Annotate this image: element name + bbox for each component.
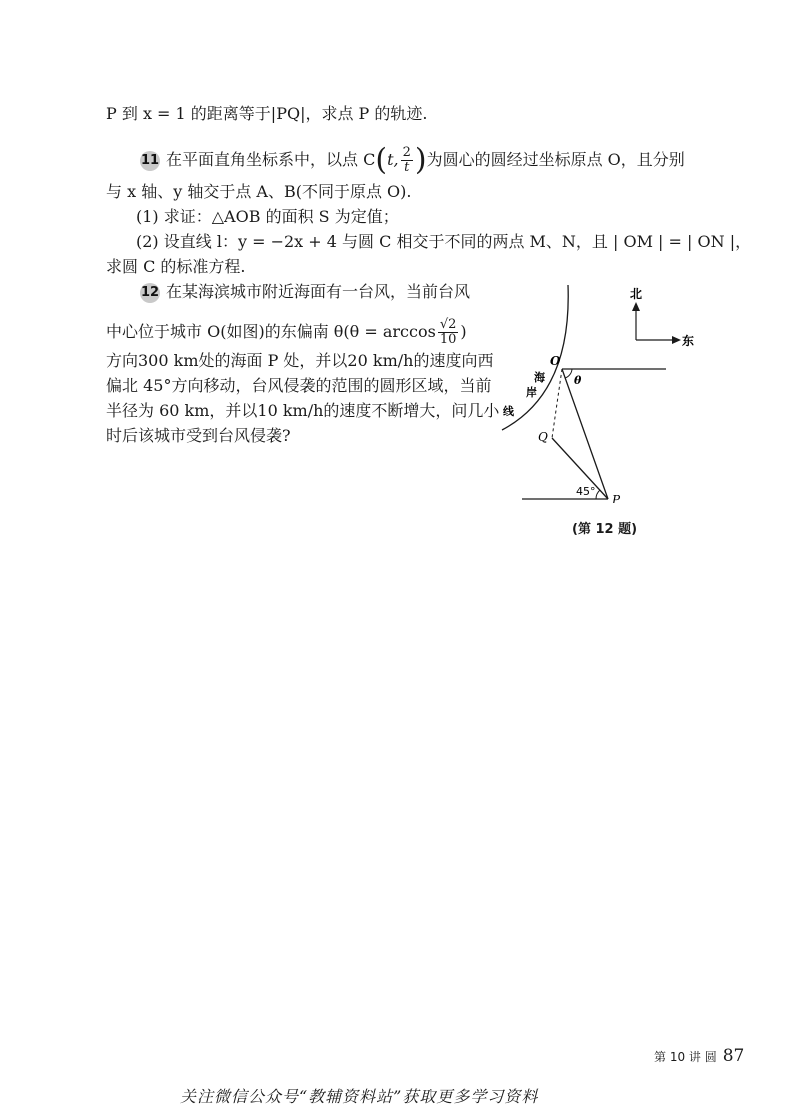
- question-12-line3: 方向300 km处的海面 P 处，并以20 km/h的速度向西: [106, 351, 494, 370]
- north-arrow-head: [632, 302, 640, 311]
- question-11-part2-end: 求圆 C 的标准方程.: [106, 257, 246, 276]
- angle-45-label: 45°: [576, 485, 596, 498]
- question-12-line6: 时后该城市受到台风侵袭?: [106, 426, 291, 445]
- q12-text-l8b: ): [460, 322, 467, 341]
- q12-text-a: 在某海滨城市附近海面有一台风，当前台风: [166, 282, 471, 301]
- q12-fraction: [438, 318, 459, 347]
- q11-var-t: t,: [387, 150, 399, 169]
- coast-label-3: 线: [503, 405, 514, 418]
- question-12-line5: 半径为 60 km，并以10 km/h的速度不断增大，问几小: [106, 401, 500, 420]
- coast-label-2: 岸: [526, 386, 537, 399]
- paren-left: (: [375, 142, 388, 178]
- theta-arc: [565, 369, 572, 378]
- page-number: 87: [722, 1046, 745, 1066]
- question-number-11: 11: [140, 151, 160, 171]
- point-P-label: P: [612, 493, 621, 503]
- angle-45-arc: [596, 490, 600, 499]
- q12-frac-den: 10: [439, 332, 457, 347]
- line-q10-end: P 到 x = 1 的距离等于|PQ|，求点 P 的轨迹.: [106, 104, 428, 123]
- question-11-part2: (2) 设直线 l：y = −2x + 4 与圆 C 相交于不同的两点 M、N，且 | OM | = | ON |，: [136, 232, 752, 251]
- question-11-line1: [140, 142, 685, 178]
- q12-frac-num: √2: [439, 317, 457, 332]
- q11-frac-den: t: [404, 160, 410, 175]
- lecture-title: 第 10 讲 圆: [654, 1050, 717, 1064]
- coast-label-1: 海: [534, 371, 545, 384]
- point-O-label: O: [550, 354, 561, 368]
- page-footer-number: [654, 1046, 744, 1066]
- question-12-line1: [140, 282, 470, 303]
- question-11-line2: 与 x 轴、y 轴交于点 A、B(不同于原点 O).: [106, 182, 412, 201]
- q12-text-l8a: 中心位于城市 O(如图)的东偏南 θ(θ = arccos: [106, 322, 436, 341]
- question-11-part1: (1) 求证：△AOB 的面积 S 为定值；: [136, 207, 399, 226]
- east-arrow-head: [672, 336, 681, 344]
- q11-fraction: [401, 146, 413, 175]
- east-label: 东: [682, 334, 695, 348]
- theta-label: θ: [574, 374, 582, 387]
- point-Q-label: Q: [538, 430, 548, 444]
- question-12-line2: [106, 318, 467, 347]
- q11-text-a: 在平面直角坐标系中，以点 C: [166, 150, 376, 169]
- q11-text-b: 为圆心的圆经过坐标原点 O，且分别: [426, 150, 685, 169]
- footer-note: 关注微信公众号“教辅资料站”获取更多学习资料: [180, 1087, 539, 1106]
- segment-OP: [562, 369, 608, 499]
- figure-caption: (第 12 题): [572, 522, 638, 537]
- question-number-12: 12: [140, 283, 160, 303]
- typhoon-figure: [500, 283, 730, 503]
- segment-OQ-dashed: [552, 369, 562, 438]
- question-12-line4: 偏北 45°方向移动，台风侵袭的范围的圆形区域，当前: [106, 376, 492, 395]
- paren-right: ): [414, 142, 427, 178]
- q11-frac-num: 2: [402, 145, 411, 160]
- north-label: 北: [630, 287, 643, 301]
